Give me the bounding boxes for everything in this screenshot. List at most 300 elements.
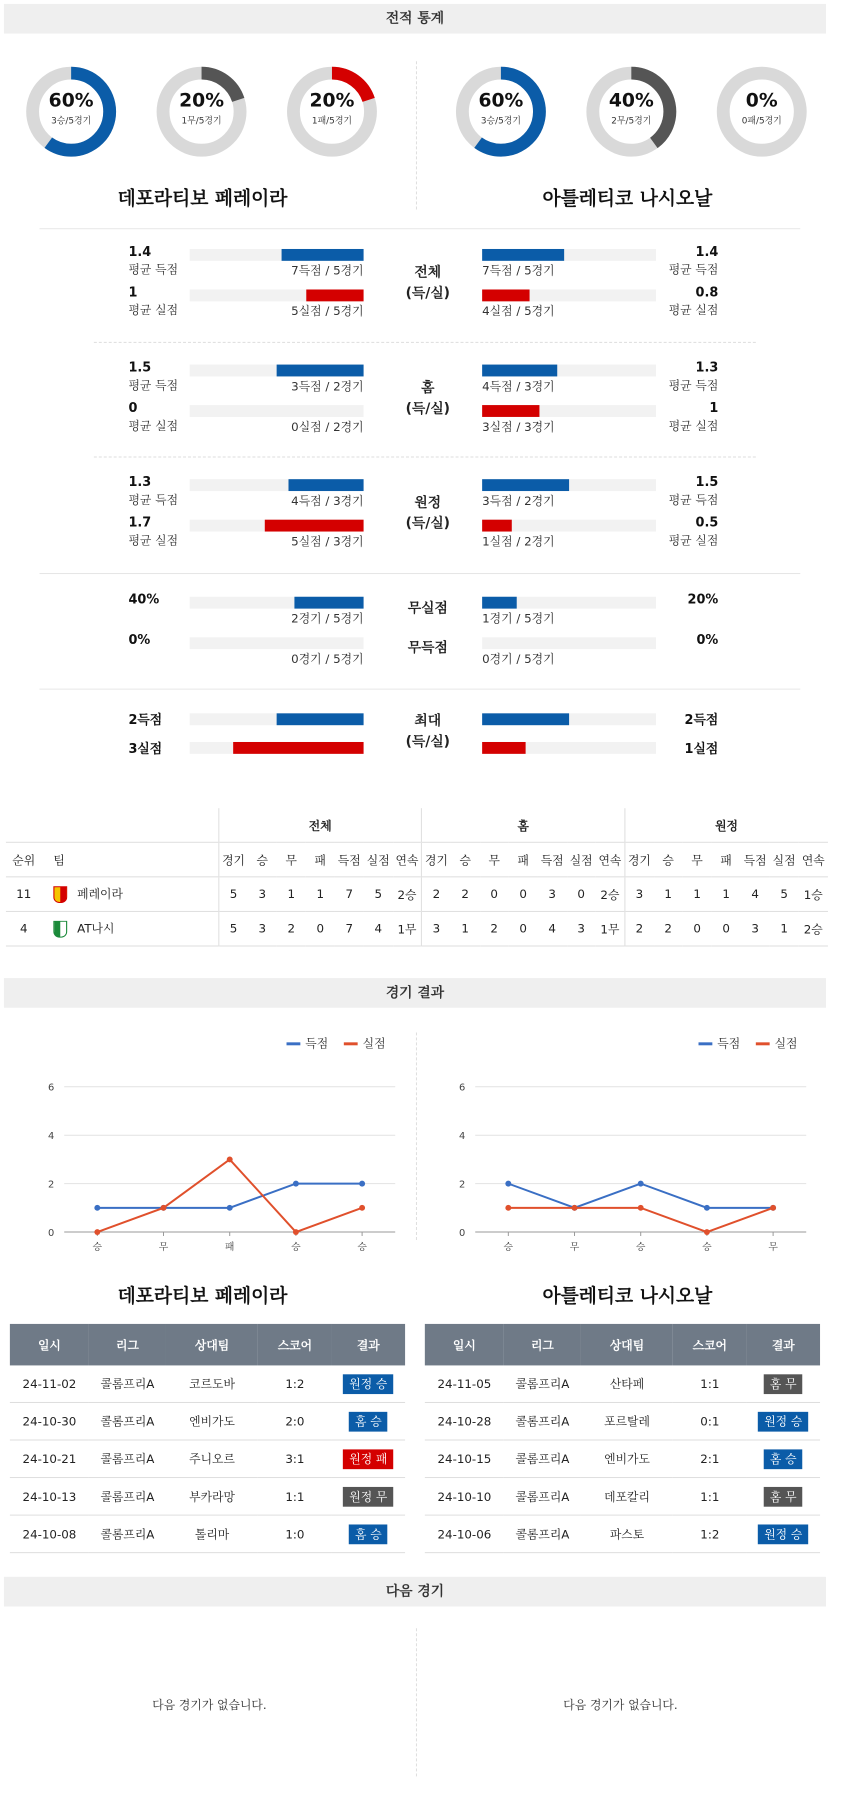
- match-opponent: 파스토: [581, 1515, 673, 1553]
- data-point[interactable]: [638, 1181, 644, 1187]
- stat-away-2: 1: [693, 887, 701, 902]
- result-badge: 홈 무: [764, 1486, 803, 1506]
- overall-home-gf-track: [190, 249, 364, 261]
- match-opponent: 부카라망: [166, 1478, 258, 1516]
- results-col-header: 리그: [504, 1324, 581, 1365]
- overall-away-ga-label: 평균 실점: [668, 303, 719, 318]
- match-result-cell: [747, 1515, 821, 1553]
- away-results-table: [425, 1324, 820, 1553]
- x-tick-label: 무: [158, 1241, 169, 1253]
- donut-pct: 40%: [608, 89, 654, 112]
- home-label-main: 홈: [421, 380, 435, 397]
- home-home-gf-label: 평균 득점: [128, 378, 179, 393]
- results-row[interactable]: [425, 1515, 820, 1553]
- home-results-table: [10, 1324, 405, 1553]
- data-point[interactable]: [704, 1205, 710, 1211]
- team-crest-icon: [53, 886, 67, 903]
- match-league: 콜롬프리A: [89, 1515, 166, 1553]
- results-col-header: 리그: [89, 1324, 166, 1365]
- standings-group-row: [6, 808, 828, 842]
- y-tick-label: 4: [459, 1131, 466, 1143]
- x-tick-label: 패: [224, 1241, 235, 1253]
- results-row[interactable]: [425, 1365, 820, 1402]
- match-league: 콜롬프리A: [504, 1365, 581, 1402]
- overall-home-ga-value: 1: [128, 285, 138, 301]
- group-home: 홈: [422, 808, 625, 842]
- donut-sub: 1무/5경기: [181, 116, 222, 127]
- donut-sub: 3승/5경기: [480, 116, 521, 127]
- stat-away-6: 2승: [803, 922, 823, 937]
- results-col-header: 일시: [425, 1324, 504, 1365]
- match-score: 1:1: [673, 1365, 746, 1402]
- divider: [416, 1628, 417, 1776]
- max-away-gf-bar: [482, 713, 569, 725]
- match-score: 2:0: [258, 1402, 331, 1440]
- home-home-ga-value: 0: [128, 401, 138, 416]
- standings-row[interactable]: [6, 911, 828, 946]
- match-score: 1:2: [673, 1515, 746, 1553]
- data-point[interactable]: [505, 1181, 511, 1187]
- stat-all-4: 7: [345, 887, 354, 902]
- home-away-ga-value: 1: [709, 401, 719, 416]
- overall-away-gf-label: 평균 득점: [668, 262, 719, 277]
- home-results-chart: [30, 1077, 405, 1275]
- match-date: 24-10-21: [10, 1440, 89, 1478]
- stat-home-6: 2승: [596, 877, 625, 912]
- clean-home-cs-bar: [294, 597, 364, 609]
- overall-away-ga-bar: [482, 289, 529, 301]
- col-4: 무: [488, 853, 500, 867]
- match-result-cell: [332, 1440, 406, 1478]
- stat-all-4: 7: [345, 921, 354, 936]
- results-row[interactable]: [425, 1440, 820, 1478]
- stat-all-5: 4: [374, 921, 383, 936]
- stat-away-4: 4: [751, 887, 759, 902]
- team-cell[interactable]: [42, 911, 219, 946]
- max-home-gf-bar: [277, 713, 364, 725]
- team-name: 페레이라: [77, 887, 123, 902]
- max-home-gf-track: [190, 713, 364, 725]
- clean-away-fs-fraction: 0경기 / 5경기: [482, 652, 555, 666]
- series-line-0: [508, 1184, 773, 1208]
- stat-away-2: 0: [693, 921, 701, 936]
- result-badge: 홈 승: [349, 1411, 388, 1431]
- overall-away-gf-fraction: 7득점 / 5경기: [482, 263, 555, 278]
- away-home-gf-label: 평균 득점: [128, 493, 179, 507]
- away-home-ga-value: 1.7: [128, 515, 152, 531]
- results-row[interactable]: [10, 1402, 405, 1440]
- group-away: 원정: [715, 818, 739, 833]
- match-league: 콜롬프리A: [504, 1402, 581, 1440]
- max-away-gf-track: [482, 713, 656, 725]
- results-col-header: 결과: [332, 1324, 406, 1365]
- stat-away-3: 1: [722, 887, 730, 902]
- team-crest-icon: [53, 921, 67, 938]
- data-point[interactable]: [638, 1205, 644, 1211]
- away-away-ga-fraction: 1실점 / 2경기: [482, 534, 555, 549]
- donut-pct: 60%: [48, 89, 94, 112]
- x-tick-label: 무: [768, 1241, 778, 1253]
- legend-left: [287, 1034, 386, 1051]
- clean-away-cs-value: 20%: [687, 592, 719, 608]
- divider: [40, 689, 801, 690]
- overall-away-ga-value: 0.8: [695, 285, 719, 301]
- data-point[interactable]: [293, 1181, 299, 1187]
- donut-3: [455, 66, 546, 157]
- match-result-cell: [332, 1515, 406, 1553]
- home-away-ga-track: [482, 405, 656, 417]
- col-8: 연속: [393, 842, 422, 877]
- stat-away-1: 2: [664, 921, 672, 936]
- data-point[interactable]: [572, 1205, 578, 1211]
- stat-away-3: 0: [722, 921, 730, 936]
- donut-sub: 0패/5경기: [741, 116, 782, 127]
- match-date: 24-11-02: [10, 1365, 89, 1402]
- y-tick-label: 0: [459, 1227, 466, 1239]
- y-tick-label: 0: [48, 1227, 55, 1239]
- home-away-gf-track: [482, 365, 656, 377]
- series-line-0: [97, 1184, 362, 1208]
- donut-4: [586, 66, 677, 157]
- overall-away-ga-track: [482, 289, 656, 301]
- home-home-ga-fraction: 0실점 / 2경기: [291, 419, 364, 434]
- match-opponent: 산타페: [581, 1365, 673, 1402]
- legend-gf-swatch: [699, 1042, 713, 1045]
- away-away-ga-track: [482, 520, 656, 532]
- donut-sub: 1패/5경기: [311, 116, 353, 127]
- away-home-ga-label: 평균 실점: [128, 533, 179, 548]
- col-rank: 순위: [12, 853, 36, 867]
- match-score: 1:0: [258, 1515, 331, 1553]
- x-tick-label: 승: [635, 1241, 646, 1253]
- col-7: 실점: [366, 853, 390, 867]
- match-date: 24-10-08: [10, 1515, 89, 1553]
- stat-home-3: 0: [519, 921, 527, 936]
- data-point[interactable]: [505, 1205, 511, 1211]
- result-badge: 홈 무: [764, 1374, 803, 1394]
- stat-home-4: 3: [548, 887, 556, 902]
- data-point[interactable]: [161, 1205, 167, 1211]
- overall-home-gf-bar: [282, 249, 364, 261]
- away-away-gf-fraction: 3득점 / 2경기: [482, 494, 555, 508]
- results-row[interactable]: [425, 1402, 820, 1440]
- legend-gf-swatch: [287, 1042, 301, 1045]
- y-tick-label: 6: [459, 1082, 466, 1094]
- match-league: 콜롬프리A: [504, 1478, 581, 1516]
- team-cell[interactable]: [42, 877, 219, 912]
- overall-center-label: [383, 263, 472, 304]
- stat-home-3: 0: [519, 887, 527, 902]
- col-6: 득점: [337, 853, 361, 867]
- donut-pct: 20%: [179, 89, 225, 112]
- home-away-gf-value: 1.3: [695, 360, 719, 376]
- results-row[interactable]: [10, 1440, 405, 1478]
- home-away-ga-label: 평균 실점: [668, 418, 719, 433]
- stat-all-5: 5: [374, 887, 383, 902]
- away-home-ga-bar: [264, 520, 363, 532]
- away-away-ga-label: 평균 실점: [668, 533, 719, 548]
- home-away-gf-bar: [482, 365, 557, 377]
- stat-all-2: 2: [287, 921, 296, 936]
- home-center-label: [383, 378, 472, 419]
- y-tick-label: 2: [459, 1179, 466, 1191]
- results-col-header: 스코어: [673, 1324, 746, 1365]
- home-away-ga-bar: [482, 405, 539, 417]
- stat-away-0: 2: [635, 921, 644, 936]
- match-opponent: 데포칼리: [581, 1478, 673, 1516]
- max-home-ga-bar: [233, 742, 363, 754]
- overall-away-gf-track: [482, 249, 656, 261]
- col-2: 경기: [425, 853, 448, 867]
- col-6: 득점: [743, 853, 767, 867]
- max-away-ga-bar: [482, 742, 525, 754]
- results-col-header: 상대팀: [166, 1324, 258, 1365]
- result-badge: 원정 승: [758, 1524, 808, 1544]
- legend-ga-swatch: [756, 1042, 770, 1045]
- divider: [94, 456, 756, 457]
- match-opponent: 엔비가도: [166, 1402, 258, 1440]
- donut-pct: 20%: [309, 89, 355, 112]
- results-row[interactable]: [10, 1478, 405, 1516]
- clean-away-fs-track: [482, 637, 656, 649]
- home-team-name: 데포라티보 페레이라: [117, 187, 288, 210]
- away-team-name-2: 아틀레티코 나시오날: [542, 1285, 713, 1308]
- away-next-empty: 다음 경기가 없습니다.: [563, 1698, 678, 1713]
- overall-home-gf-value: 1.4: [128, 245, 152, 260]
- max-home-ga-track: [190, 742, 364, 754]
- result-badge: 원정 승: [758, 1411, 808, 1431]
- legend-ga: 실점: [362, 1036, 386, 1051]
- stat-all-1: 3: [258, 921, 267, 936]
- clean-home-cs-value: 40%: [128, 592, 160, 608]
- data-point[interactable]: [94, 1205, 100, 1211]
- team-name: AT나시: [77, 921, 115, 936]
- results-row[interactable]: [10, 1515, 405, 1553]
- stat-all-1: 3: [258, 887, 267, 902]
- stat-home-6: 1무: [596, 911, 625, 946]
- match-opponent: 엔비가도: [581, 1440, 673, 1478]
- match-score: 2:1: [673, 1440, 746, 1478]
- results-col-header: 상대팀: [581, 1324, 673, 1365]
- data-point[interactable]: [704, 1229, 710, 1235]
- x-tick-label: 승: [92, 1241, 103, 1253]
- stat-all-3: 1: [316, 887, 325, 902]
- col-7: 실점: [772, 853, 796, 867]
- overall-label-sub: (득/실): [405, 285, 451, 302]
- data-point[interactable]: [359, 1205, 365, 1211]
- max-center-label: [383, 711, 472, 752]
- overall-home-ga-label: 평균 실점: [128, 303, 179, 318]
- stat-all-0: 5: [229, 887, 238, 902]
- data-point[interactable]: [227, 1205, 233, 1211]
- col-8: 연속: [801, 853, 825, 867]
- match-result-cell: [747, 1365, 821, 1402]
- match-result-cell: [747, 1478, 821, 1516]
- match-result-cell: [332, 1365, 406, 1402]
- match-league: 콜롬프리A: [89, 1478, 166, 1516]
- y-tick-label: 2: [48, 1179, 55, 1191]
- results-col-header: 스코어: [258, 1324, 331, 1365]
- away-home-ga-fraction: 5실점 / 3경기: [291, 534, 364, 549]
- away-home-ga-track: [190, 520, 364, 532]
- max-away-ga-track: [482, 742, 656, 754]
- results-header-row: [425, 1324, 820, 1365]
- max-away-ga-value: 1실점: [684, 741, 719, 757]
- section-record-title: 전적 통계: [4, 4, 826, 34]
- overall-away-gf-bar: [482, 249, 564, 261]
- donut-sub: 3승/5경기: [51, 116, 92, 127]
- stat-away-0: 3: [635, 887, 644, 902]
- away-away-gf-value: 1.5: [695, 475, 719, 491]
- away-label-main: 원정: [414, 494, 442, 511]
- col-4: 무: [285, 853, 297, 867]
- legend-ga-swatch: [344, 1042, 358, 1045]
- legend-gf: 득점: [717, 1036, 741, 1051]
- col-3: 승: [256, 853, 268, 867]
- overall-home-ga-track: [190, 289, 364, 301]
- match-result-cell: [747, 1440, 821, 1478]
- stat-home-1: 2: [461, 887, 469, 902]
- series-line-1: [97, 1159, 362, 1232]
- match-result-cell: [332, 1478, 406, 1516]
- overall-home-ga-bar: [306, 289, 363, 301]
- stat-all-0: 5: [229, 921, 238, 936]
- match-score: 1:1: [258, 1478, 331, 1516]
- max-home-gf-value: 2득점: [128, 713, 163, 729]
- stat-home-0: 2: [432, 887, 441, 902]
- col-2: 경기: [627, 853, 651, 867]
- result-badge: 홈 승: [349, 1524, 388, 1544]
- clean-away-fs-value: 0%: [696, 633, 719, 649]
- overall-home-gf-fraction: 7득점 / 5경기: [291, 263, 364, 278]
- stat-away-5: 1: [780, 921, 788, 936]
- donut-2: [287, 66, 378, 157]
- match-date: 24-11-05: [425, 1365, 504, 1402]
- match-league: 콜롬프리A: [89, 1440, 166, 1478]
- home-team-name-2: 데포라티보 페레이라: [117, 1285, 288, 1308]
- stat-home-4: 4: [548, 921, 556, 936]
- col-4: 무: [691, 853, 703, 867]
- results-row[interactable]: [425, 1478, 820, 1516]
- standings-table: [6, 808, 828, 946]
- match-date: 24-10-28: [425, 1402, 504, 1440]
- result-badge: 원정 무: [343, 1486, 393, 1506]
- away-team-name: 아틀레티코 나시오날: [542, 187, 713, 210]
- stat-all-3: 0: [316, 921, 325, 936]
- clean-away-cs-fraction: 1경기 / 5경기: [482, 611, 555, 626]
- home-home-gf-value: 1.5: [128, 360, 152, 376]
- standings-row[interactable]: [6, 877, 828, 912]
- stat-home-5: 0: [577, 887, 585, 902]
- stat-away-1: 1: [664, 887, 672, 902]
- failed-score-label: 무득점: [407, 640, 448, 657]
- donut-1: [156, 66, 247, 157]
- stat-all-2: 1: [287, 887, 296, 902]
- col-7: 실점: [569, 853, 593, 867]
- max-label-sub: (득/실): [405, 734, 451, 750]
- match-opponent: 포르탈레: [581, 1402, 673, 1440]
- divider: [40, 573, 801, 574]
- home-away-gf-label: 평균 득점: [668, 378, 719, 393]
- match-league: 콜롬프리A: [89, 1402, 166, 1440]
- stat-home-5: 3: [577, 921, 585, 936]
- away-label-sub: (득/실): [405, 515, 451, 532]
- overall-label-main: 전체: [414, 264, 442, 281]
- result-badge: 원정 승: [343, 1374, 393, 1394]
- clean-home-fs-fraction: 0경기 / 5경기: [291, 652, 364, 666]
- match-opponent: 코르도바: [166, 1365, 258, 1402]
- clean-home-cs-track: [190, 597, 364, 609]
- overall-home-ga-fraction: 5실점 / 5경기: [291, 304, 364, 319]
- result-badge: 원정 패: [343, 1449, 393, 1469]
- overall-away-gf-value: 1.4: [695, 245, 719, 260]
- home-label-sub: (득/실): [405, 401, 451, 417]
- away-away-gf-label: 평균 득점: [668, 493, 719, 507]
- home-home-ga-track: [190, 405, 364, 417]
- data-point[interactable]: [770, 1205, 776, 1211]
- match-score: 1:2: [258, 1365, 331, 1402]
- divider: [94, 342, 756, 343]
- data-point[interactable]: [293, 1229, 299, 1235]
- data-point[interactable]: [359, 1181, 365, 1187]
- clean-home-fs-track: [190, 637, 364, 649]
- legend-gf: 득점: [305, 1036, 329, 1051]
- legend-right: [699, 1034, 798, 1051]
- result-badge: 홈 승: [764, 1449, 803, 1469]
- match-league: 콜롬프리A: [504, 1440, 581, 1478]
- x-tick-label: 승: [291, 1241, 301, 1253]
- away-home-gf-bar: [289, 479, 364, 491]
- stat-home-1: 1: [461, 921, 469, 936]
- match-date: 24-10-06: [425, 1515, 504, 1553]
- data-point[interactable]: [227, 1156, 233, 1162]
- max-label-main: 최대: [414, 713, 442, 730]
- standings-header-row: [6, 842, 828, 877]
- match-date: 24-10-15: [425, 1440, 504, 1478]
- rank: 11: [16, 887, 32, 902]
- col-3: 승: [459, 853, 471, 867]
- series-line-1: [508, 1208, 773, 1232]
- data-point[interactable]: [94, 1229, 100, 1235]
- stat-away-5: 5: [780, 887, 788, 902]
- col-5: 패: [517, 853, 529, 867]
- donut-5: [716, 66, 807, 157]
- stat-home-2: 0: [490, 887, 498, 902]
- clean-home-fs-value: 0%: [128, 633, 151, 649]
- results-row[interactable]: [10, 1365, 405, 1402]
- overall-away-ga-fraction: 4실점 / 5경기: [482, 304, 555, 319]
- match-league: 콜롬프리A: [89, 1365, 166, 1402]
- away-center-label: [383, 493, 472, 534]
- x-tick-label: 승: [357, 1241, 367, 1253]
- away-away-ga-bar: [482, 520, 512, 532]
- standings-body: [6, 877, 828, 946]
- home-away-gf-fraction: 4득점 / 3경기: [482, 379, 555, 394]
- away-home-gf-fraction: 4득점 / 3경기: [291, 494, 364, 508]
- divider: [40, 228, 801, 229]
- match-opponent: 주니오르: [166, 1440, 258, 1478]
- away-away-ga-value: 0.5: [695, 515, 719, 531]
- results-col-header: 일시: [10, 1324, 89, 1365]
- col-5: 패: [314, 853, 326, 867]
- away-home-gf-value: 1.3: [128, 475, 152, 491]
- donut-sub: 2무/5경기: [611, 116, 652, 127]
- match-date: 24-10-13: [10, 1478, 89, 1516]
- section-results-title: 경기 결과: [4, 978, 826, 1008]
- away-away-gf-track: [482, 479, 656, 491]
- away-results-chart: [441, 1077, 816, 1275]
- away-away-gf-bar: [482, 479, 569, 491]
